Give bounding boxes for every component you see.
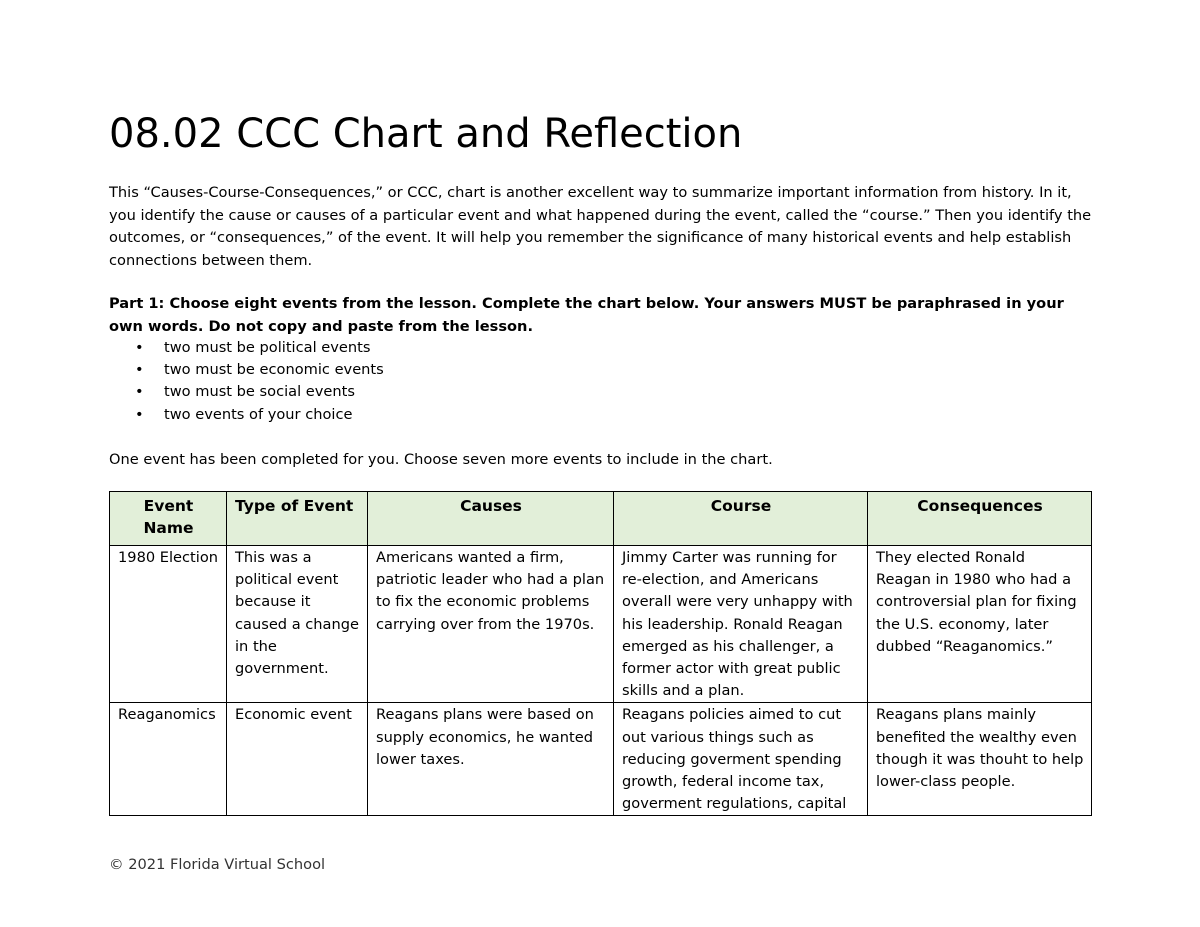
list-item xyxy=(109,381,384,403)
cell-causes[interactable]: Reagans plans were based on supply economics, he wanted lower taxes. xyxy=(368,703,614,816)
ccc-chart-table xyxy=(109,491,1092,816)
table-row xyxy=(110,703,1092,816)
column-header-course: Course xyxy=(614,492,868,546)
cell-event-name[interactable]: Reaganomics xyxy=(110,703,227,816)
list-item-text: two must be economic events xyxy=(164,361,384,379)
cell-type[interactable]: Economic event xyxy=(227,703,368,816)
column-header-causes: Causes xyxy=(368,492,614,546)
part1-instruction: Part 1: Choose eight events from the lesson. Complete the chart below. Your answers MUST be paraphrased in your own words. Do not copy and paste from the lesson. xyxy=(109,295,1064,335)
intro-paragraph: This “Causes-Course-Consequences,” or CCC, chart is another excellent way to summarize important information from history. In it, you identify the cause or causes of a particular event and what happened during the event, called the “course.” Then you identify the outcomes, or “consequences,” of the event. It will help you remember the significance of many historical events and help establish connections between them. xyxy=(109,184,1092,269)
bullet-icon: • xyxy=(135,361,144,379)
cell-course[interactable]: Jimmy Carter was running for re-election, and Americans overall were very unhappy with his leadership. Ronald Reagan emerged as his challenger, a former actor with great public skills and a plan. xyxy=(614,546,868,703)
list-item xyxy=(109,404,384,426)
table-row xyxy=(110,546,1092,703)
bullet-icon: • xyxy=(135,405,144,423)
column-header-type: Type of Event xyxy=(227,492,368,546)
cell-type[interactable]: This was a political event because it caused a change in the government. xyxy=(227,546,368,703)
list-item xyxy=(109,337,384,359)
cell-consequences[interactable]: They elected Ronald Reagan in 1980 who had a controversial plan for fixing the U.S. economy, later dubbed “Reaganomics.” xyxy=(868,546,1092,703)
list-item-text: two events of your choice xyxy=(164,405,353,423)
bullet-icon: • xyxy=(135,339,144,356)
cell-course[interactable]: Reagans policies aimed to cut out various things such as reducing goverment spending growth, federal income tax, goverment regulations, capital xyxy=(614,703,868,816)
copyright-footer: © 2021 Florida Virtual School xyxy=(109,856,326,873)
table-header-row xyxy=(110,492,1092,546)
requirements-list xyxy=(109,337,384,426)
page-title: 08.02 CCC Chart and Reflection xyxy=(109,111,743,157)
column-header-consequences: Consequences xyxy=(868,492,1092,546)
column-header-event-name: Event Name xyxy=(110,492,227,546)
list-item-text: two must be social events xyxy=(164,383,355,401)
list-item xyxy=(109,359,384,381)
list-item-text: two must be political events xyxy=(164,339,371,356)
bullet-icon: • xyxy=(135,383,144,401)
cell-consequences[interactable]: Reagans plans mainly benefited the wealthy even though it was thouht to help lower-class people. xyxy=(868,703,1092,816)
cell-causes[interactable]: Americans wanted a firm, patriotic leader who had a plan to fix the economic problems carrying over from the 1970s. xyxy=(368,546,614,703)
cell-event-name[interactable]: 1980 Election xyxy=(110,546,227,703)
completion-note: One event has been completed for you. Choose seven more events to include in the chart. xyxy=(109,451,773,468)
